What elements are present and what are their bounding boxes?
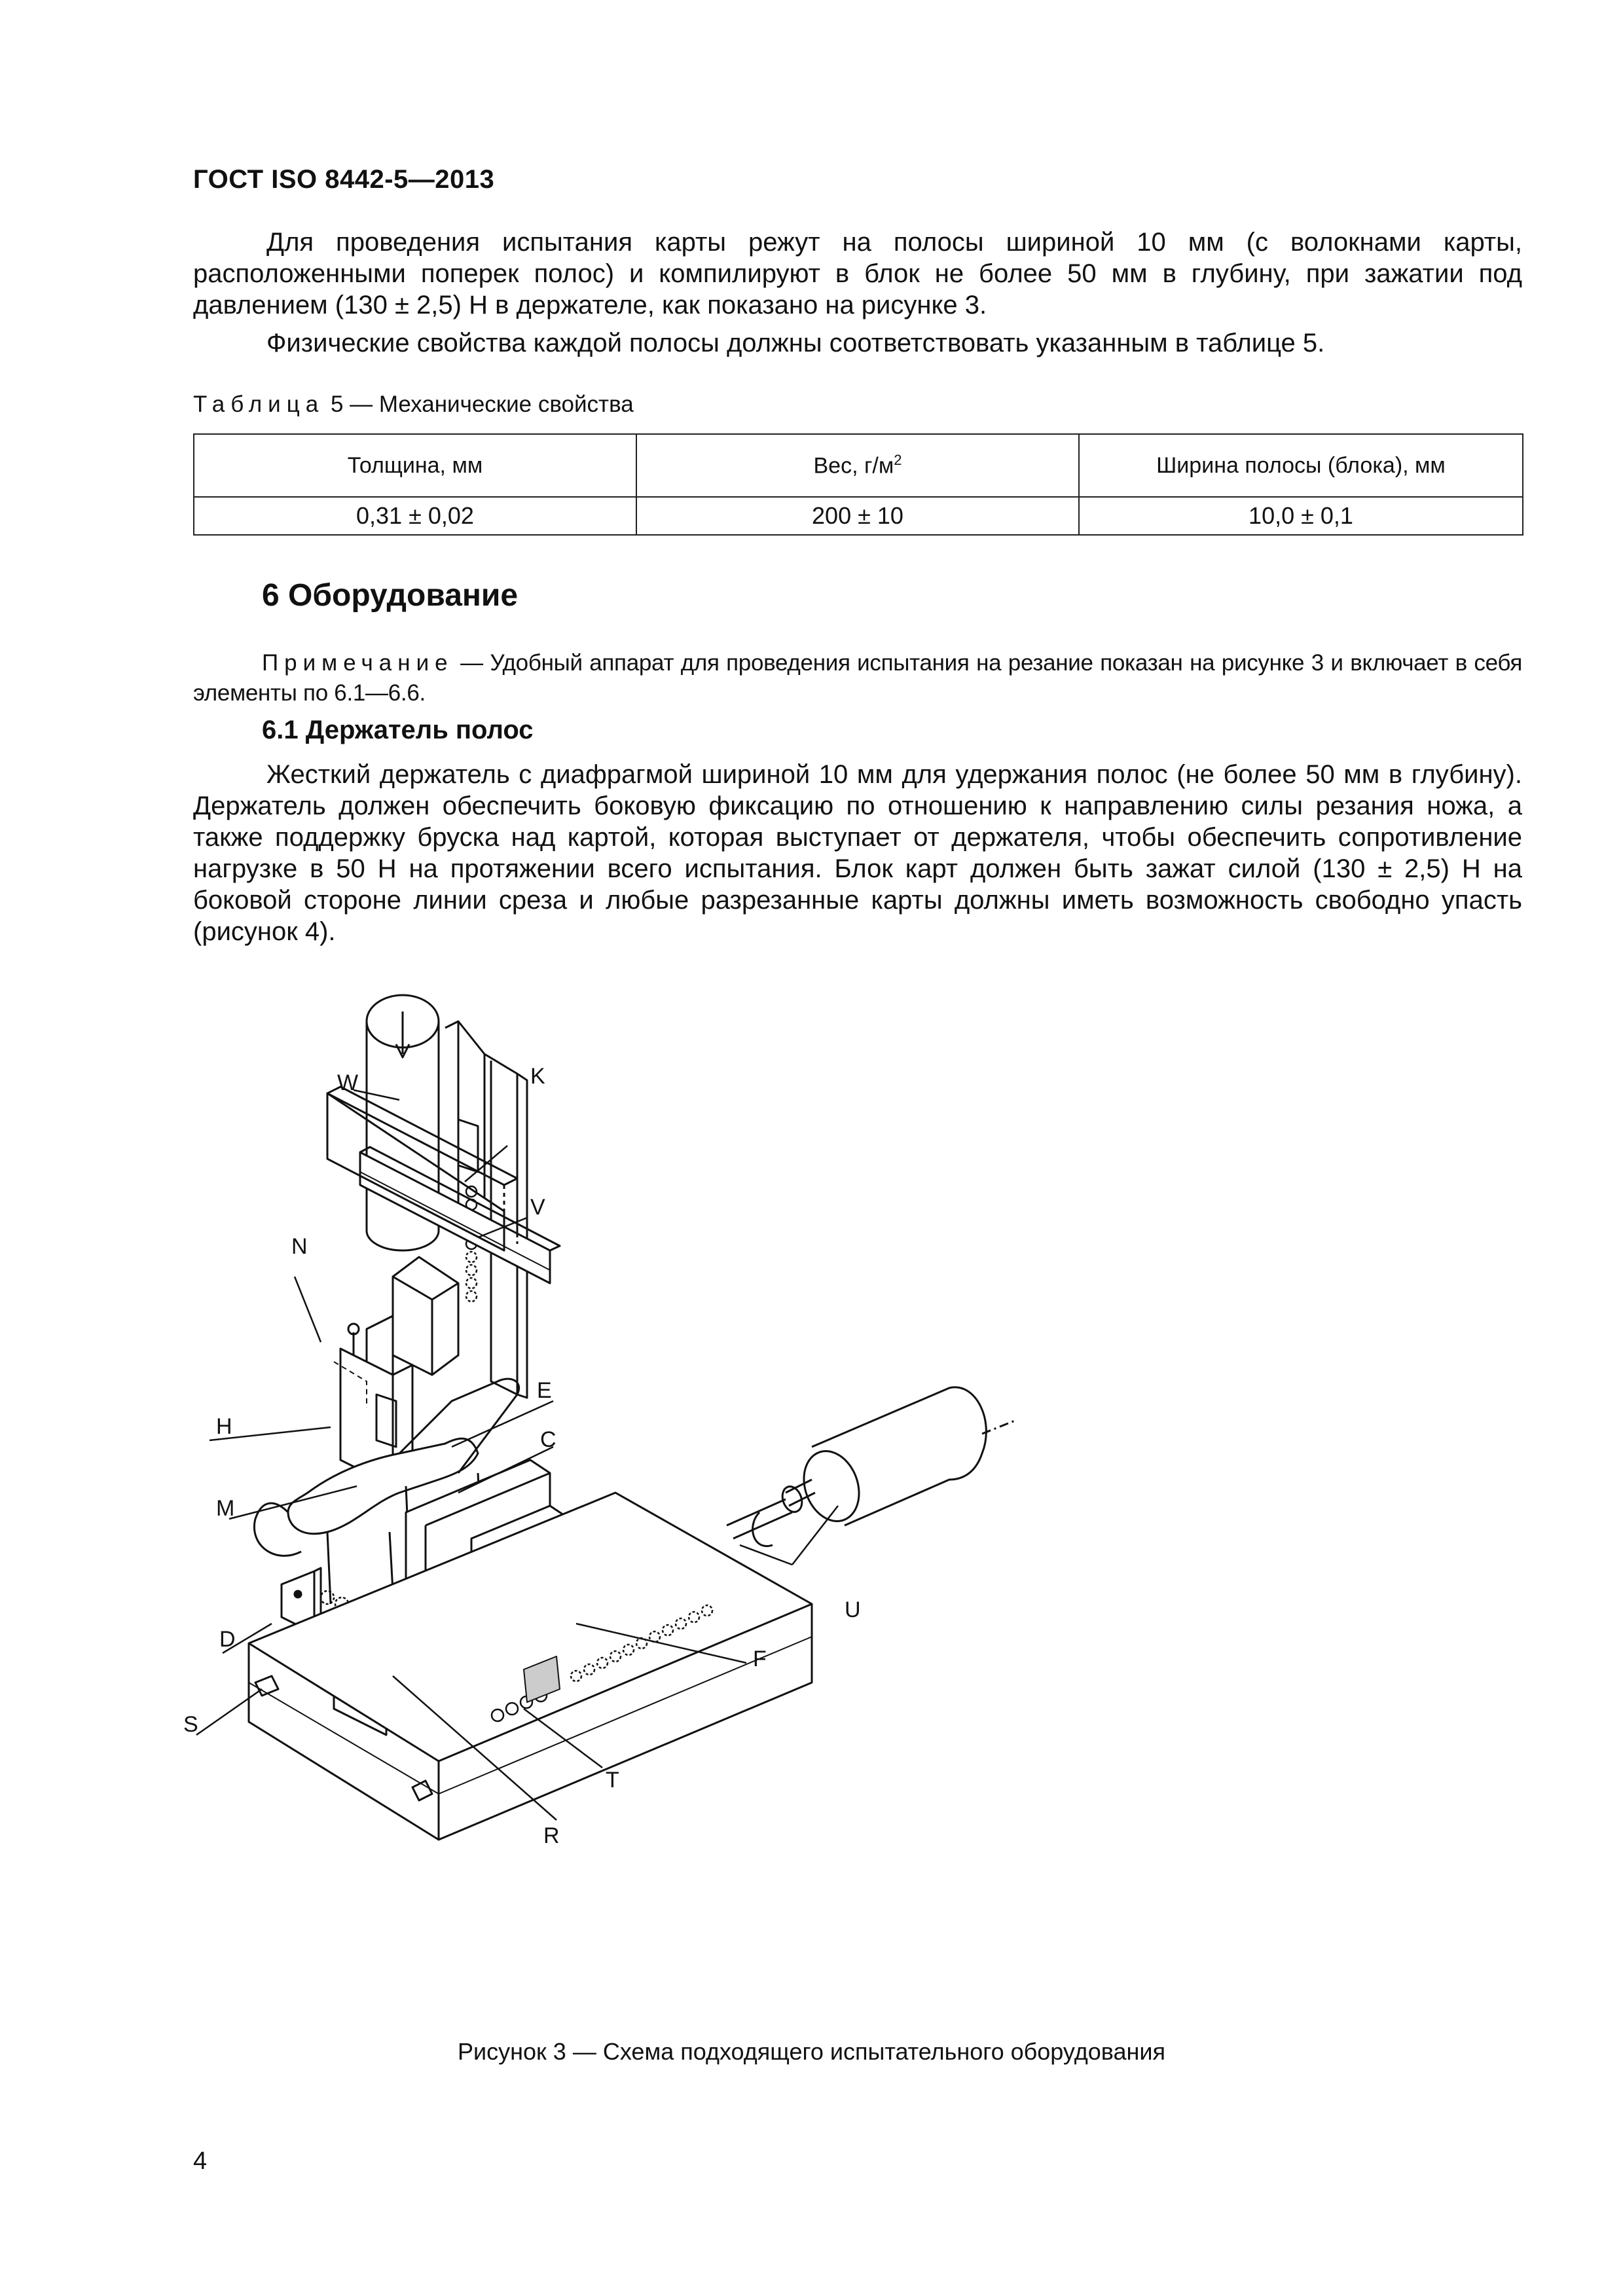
table-row	[194, 497, 1523, 535]
table-header-cell: Вес, $г/м^2$	[636, 434, 1079, 497]
subsection-paragraph: Жесткий держатель с диафрагмой шириной 10 мм для удержания полос (не более 50 мм в глубину). Держатель должен обеспечить боковую фиксацию по отношению к направлению силы резания ножа, а также поддержку бруска над картой, которая выступает от держателя, чтобы обеспечить сопротивление нагрузке в 50 Н на протяжении всего испытания. Блок карт должен быть зажат силой (130 ± 2,5) Н на боковой стороне линии среза и любые разрезанные карты должны иметь возможность свободно упасть (рисунок 4).	[193, 760, 1522, 946]
label-e: E	[537, 1378, 552, 1403]
label-t: T	[606, 1768, 619, 1793]
figure-labels	[183, 1064, 861, 1848]
subsection-title: 6.1 Держатель полос	[262, 716, 534, 744]
label-d: D	[219, 1627, 236, 1652]
section-title: 6 Оборудование	[262, 578, 519, 613]
motor	[727, 1387, 1015, 1546]
table-cell: 200 ± 10	[636, 497, 1079, 535]
label-w: W	[337, 1070, 359, 1095]
apparatus-diagram	[183, 975, 1349, 2010]
label-f: F	[753, 1647, 767, 1671]
label-r: R	[543, 1823, 560, 1848]
figure-caption: Рисунок 3 — Схема подходящего испытательного оборудования	[458, 2038, 1165, 2065]
table-header-cell: Ширина полосы (блока), мм	[1079, 434, 1523, 497]
note-paragraph: Примечание — Удобный аппарат для проведения испытания на резание показан на рисунке 3 и включает в себя элементы по 6.1—6.6.	[193, 650, 1522, 706]
label-c: C	[540, 1427, 556, 1452]
base-plate	[249, 1493, 812, 1840]
label-v: V	[530, 1195, 545, 1220]
table-cell: 10,0 ± 0,1	[1079, 497, 1523, 535]
label-h: H	[216, 1414, 232, 1439]
table-cell: 0,31 ± 0,02	[194, 497, 636, 535]
table-header-row	[194, 434, 1523, 497]
label-n: N	[291, 1234, 308, 1259]
page-number: 4	[193, 2147, 208, 2175]
table-caption: Таблица 5 — Механические свойства	[193, 392, 634, 417]
table-header-cell: Толщина, мм	[194, 434, 636, 497]
label-k: K	[530, 1064, 545, 1089]
label-s: S	[183, 1712, 198, 1737]
card-strips	[327, 1087, 602, 1303]
document-header: ГОСТ ISO 8442-5—2013	[193, 165, 495, 194]
label-u: U	[845, 1597, 861, 1622]
properties-table	[193, 433, 1523, 536]
intro-paragraph-2: Физические свойства каждой полосы должны соответствовать указанным в таблице 5.	[266, 329, 1325, 357]
intro-paragraph-1: Для проведения испытания карты режут на полосы шириной 10 мм (с волокнами карты, расположенными поперек полос) и компилируют в блок не более 50 мм в глубину, при зажатии под давлением (130 ± 2,5) Н в держателе, как показано на рисунке 3.	[193, 228, 1522, 319]
label-m: M	[216, 1496, 235, 1521]
